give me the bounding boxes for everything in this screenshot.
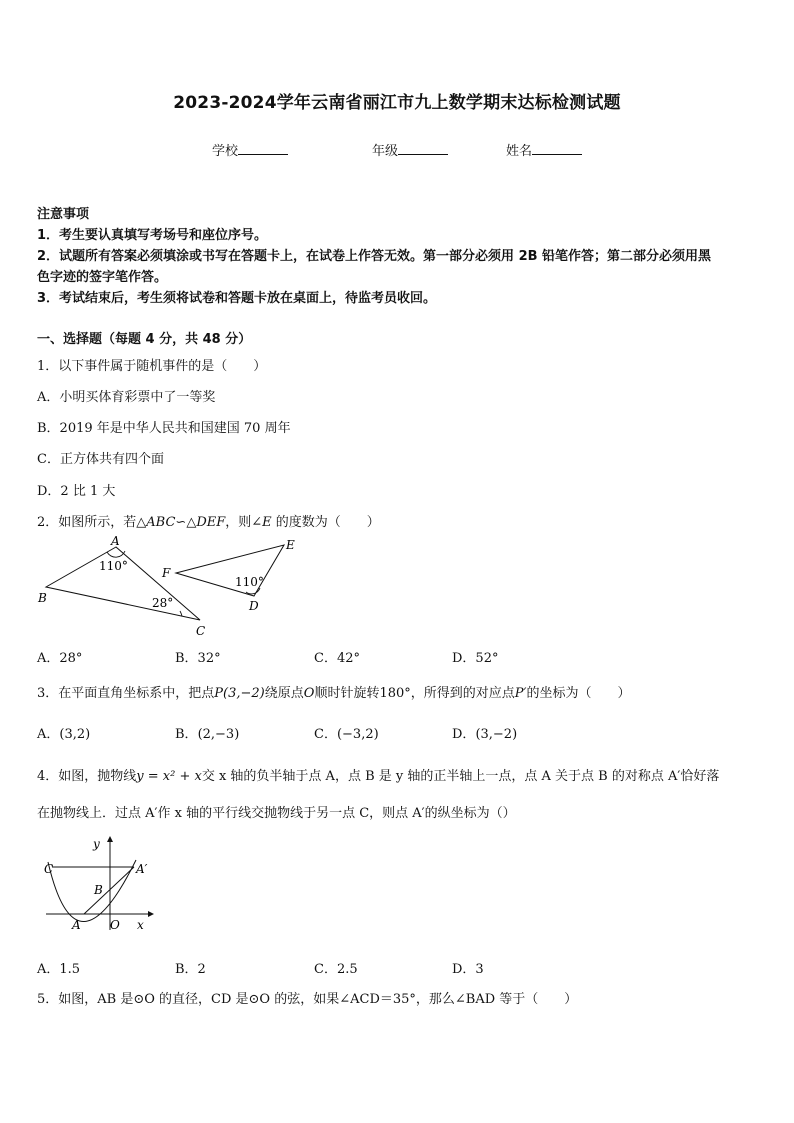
- grade-field: [372, 140, 448, 159]
- label-o: O: [110, 918, 120, 932]
- q1-option-d: D．2 比 1 大: [37, 484, 116, 499]
- section-heading: 一、选择题（每题 4 分，共 48 分）: [37, 332, 252, 347]
- label-aprime: A′: [136, 862, 148, 876]
- angle-c-arc: [180, 611, 182, 616]
- triangle-def: [176, 545, 284, 596]
- q3-angle: 180°: [379, 686, 411, 701]
- q5-stem: 5．如图，AB 是⊙O 的直径，CD 是⊙O 的弦，如果∠ACD＝35°，那么∠BAD 等于（ ）: [37, 992, 578, 1007]
- q1-stem: 1．以下事件属于随机事件的是（ ）: [37, 359, 267, 374]
- notice-item-2: 2．试题所有答案必须填涂或书写在答题卡上，在试卷上作答无效。第一部分必须用 2B 铅笔作答；第二部分必须用黑: [37, 249, 712, 264]
- q2-e: E: [262, 515, 272, 530]
- label-e: E: [286, 538, 295, 552]
- name-blank: [532, 142, 582, 155]
- q3-option-c: C．(−3,2): [314, 727, 379, 742]
- q2-triangles-figure: [30, 533, 350, 643]
- q3-point: P(3,−2): [214, 686, 265, 701]
- triangle-abc: [46, 547, 200, 620]
- notice-heading: 注意事项: [37, 207, 90, 222]
- label-c: C: [196, 624, 206, 638]
- notice-item-3: 3．考试结束后，考生须将试卷和答题卡放在桌面上，待监考员收回。: [37, 291, 437, 306]
- x-axis-arrow: [148, 911, 154, 917]
- q4-stem-line-2: 在抛物线上．过点 A′作 x 轴的平行线交抛物线于另一点 C，则点 A′的纵坐标为（）: [37, 806, 516, 821]
- grade-label: 年级: [372, 144, 399, 159]
- q3-origin: O: [303, 686, 315, 701]
- q2-option-a: A．28°: [37, 651, 83, 666]
- label-angle-a: 110°: [99, 559, 128, 573]
- q2-stem: 2．如图所示，若△ABC∽△DEF，则∠E 的度数为（ ）: [37, 515, 380, 530]
- label-a: A: [72, 918, 81, 932]
- q3-pprime: P′: [514, 686, 527, 701]
- q1-option-a: A．小明买体育彩票中了一等奖: [37, 390, 216, 405]
- label-x: x: [137, 918, 144, 932]
- notice-item-2-cont: 色字迹的签字笔作答。: [37, 270, 168, 285]
- label-f: F: [162, 566, 171, 580]
- q4-option-c: C．2.5: [314, 962, 358, 977]
- label-angle-d: 110°: [235, 575, 264, 589]
- q3-option-a: A．(3,2): [37, 727, 91, 742]
- q3-option-b: B．(2,−3): [175, 727, 240, 742]
- q2-abc: ABC: [146, 515, 176, 530]
- label-y: y: [93, 837, 100, 851]
- q4-parabola-figure: [38, 832, 158, 938]
- q2-def: DEF: [196, 515, 226, 530]
- parabola: [48, 860, 136, 922]
- q1-option-c: C．正方体共有四个面: [37, 452, 164, 467]
- q3-option-d: D．(3,−2): [452, 727, 518, 742]
- name-label: 姓名: [506, 144, 533, 159]
- school-blank: [238, 142, 288, 155]
- label-c: C: [44, 862, 54, 876]
- page-title: 2023-2024学年云南省丽江市九上数学期末达标检测试题: [173, 93, 621, 113]
- q3-stem: 3．在平面直角坐标系中，把点P(3,−2)绕原点O顺时针旋转180°，所得到的对应点P′的坐标为（ ）: [37, 686, 631, 701]
- q2-option-c: C．42°: [314, 651, 360, 666]
- name-field: [506, 140, 582, 159]
- q4-stem-line-1: 4．如图，抛物线y = x² + x交 x 轴的负半轴于点 A，点 B 是 y 轴的正半轴上一点，点 A 关于点 B 的对称点 A′恰好落: [37, 769, 720, 784]
- q1-option-b: B．2019 年是中华人民共和国建国 70 周年: [37, 421, 291, 436]
- label-b: B: [38, 591, 47, 605]
- label-angle-c: 28°: [152, 596, 174, 610]
- y-axis-arrow: [107, 836, 113, 842]
- q4-option-b: B．2: [175, 962, 206, 977]
- q4-option-a: A．1.5: [37, 962, 81, 977]
- q4-formula: y = x² + x: [136, 769, 202, 784]
- line-a-aprime: [84, 867, 134, 914]
- q2-option-d: D．52°: [452, 651, 499, 666]
- q2-option-b: B．32°: [175, 651, 221, 666]
- q4-option-d: D．3: [452, 962, 484, 977]
- notice-item-1: 1．考生要认真填写考场号和座位序号。: [37, 228, 268, 243]
- school-label: 学校: [212, 144, 239, 159]
- grade-blank: [398, 142, 448, 155]
- label-d: D: [249, 599, 259, 613]
- label-b: B: [94, 883, 103, 897]
- school-field: [212, 140, 288, 159]
- label-a: A: [111, 534, 120, 548]
